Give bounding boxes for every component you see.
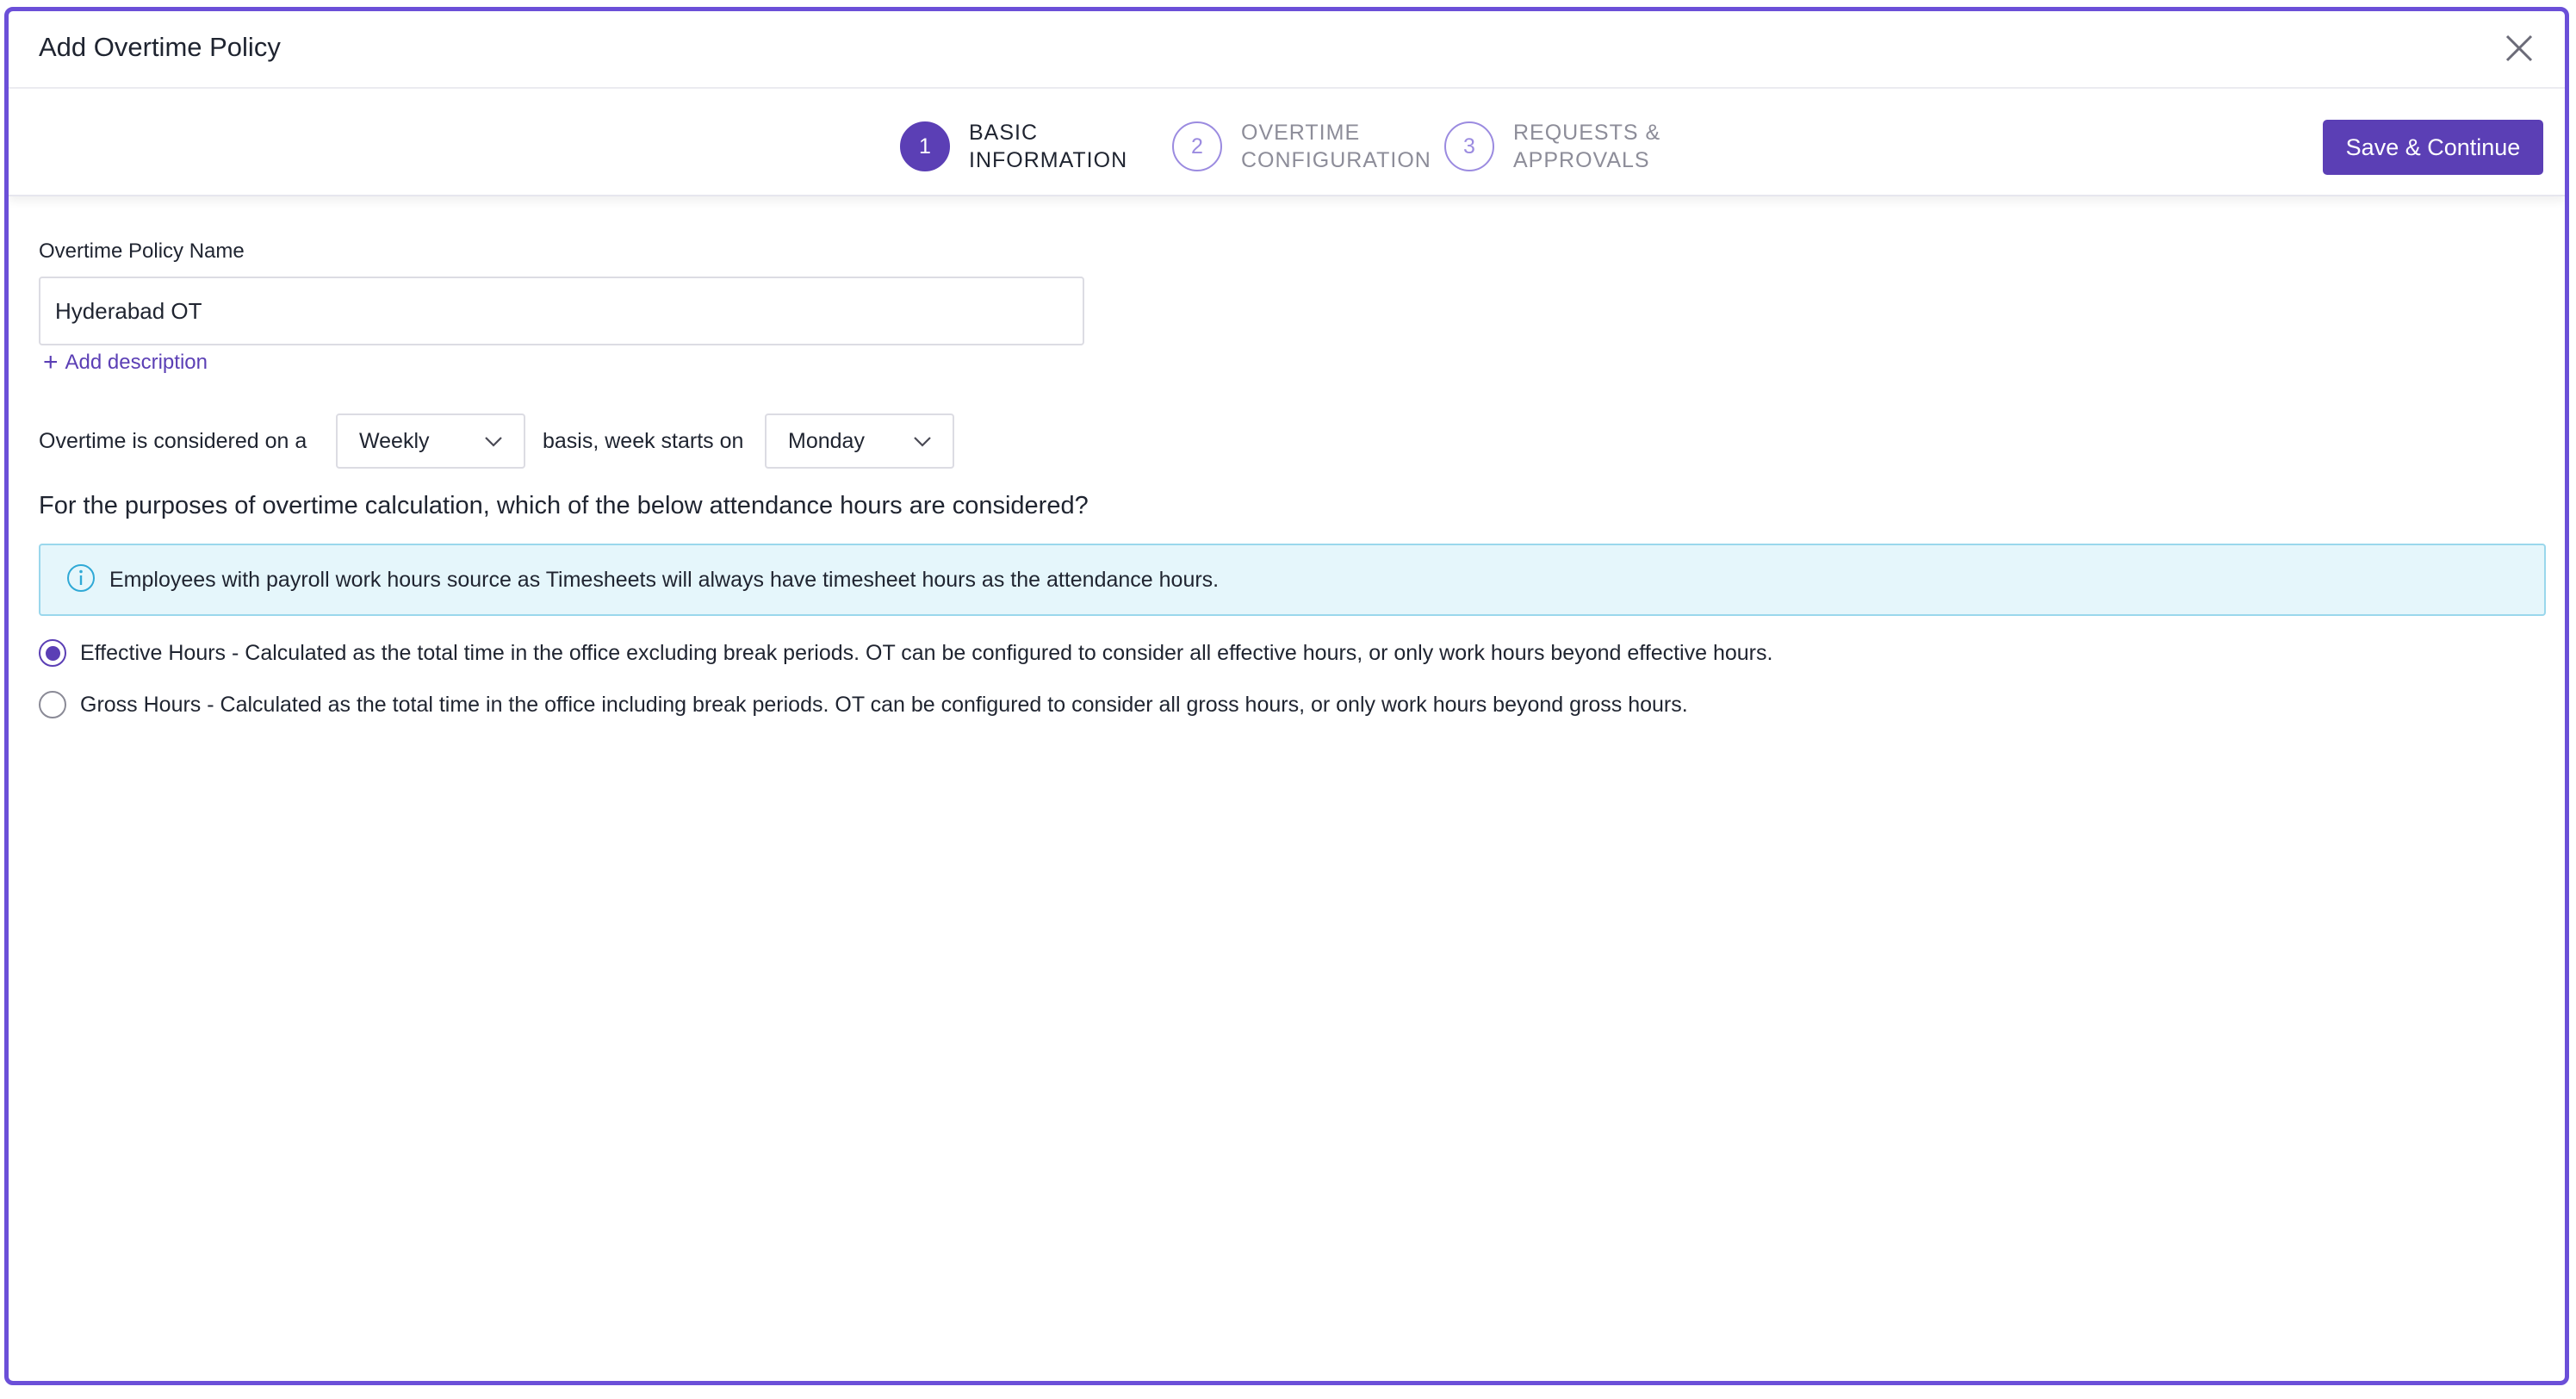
add-description-link[interactable] xyxy=(43,350,208,376)
radio-button-effective-hours[interactable] xyxy=(39,639,66,667)
dialog-header xyxy=(9,11,2565,89)
step-basic-information[interactable] xyxy=(900,118,1167,175)
info-text: Employees with payroll work hours source as Timesheets will always have timesheet hours as the attendance hours. xyxy=(109,567,1220,592)
step-label: REQUESTS & APPROVALS xyxy=(1513,121,1661,172)
option-label: Gross Hours - Calculated as the total time in the office including break periods. OT can be configured to consider all gross hours, or only work hours beyond gross hours. xyxy=(80,692,1688,717)
week-start-value: Monday xyxy=(788,428,865,453)
chevron-down-icon xyxy=(913,429,932,454)
option-effective-hours[interactable] xyxy=(39,639,1772,667)
week-start-dropdown[interactable] xyxy=(765,413,954,469)
option-label: Effective Hours - Calculated as the total time in the office excluding break periods. OT can be configured to consider all effective hours, or only work hours beyond effective hours. xyxy=(80,640,1773,665)
add-description-label: Add description xyxy=(65,351,208,374)
policy-name-label: Overtime Policy Name xyxy=(39,239,245,263)
step-number: 2 xyxy=(1172,121,1222,171)
save-continue-button[interactable]: Save & Continue xyxy=(2323,120,2543,175)
info-banner xyxy=(39,544,2546,616)
dialog-title: Add Overtime Policy xyxy=(39,32,281,62)
basis-prefix-text: Overtime is considered on a xyxy=(39,429,307,453)
step-label: OVERTIME CONFIGURATION xyxy=(1241,121,1431,172)
option-gross-hours[interactable] xyxy=(39,691,1688,718)
step-requests-approvals[interactable] xyxy=(1444,118,1711,175)
step-number: 1 xyxy=(900,121,950,171)
basis-dropdown[interactable] xyxy=(336,413,525,469)
chevron-down-icon xyxy=(484,429,503,454)
add-overtime-policy-dialog xyxy=(4,7,2569,1385)
basis-value: Weekly xyxy=(359,428,430,453)
step-number: 3 xyxy=(1444,121,1494,171)
radio-button-gross-hours[interactable] xyxy=(39,691,66,718)
attendance-hours-question: For the purposes of overtime calculation, which of the below attendance hours are considered? xyxy=(39,492,1089,519)
step-label: BASIC INFORMATION xyxy=(969,121,1128,172)
step-overtime-configuration[interactable] xyxy=(1172,118,1439,175)
policy-name-input[interactable] xyxy=(39,277,1084,345)
stepper-bar xyxy=(9,89,2565,196)
info-icon xyxy=(66,563,96,597)
basis-middle-text: basis, week starts on xyxy=(543,429,744,453)
plus-icon: + xyxy=(43,348,59,376)
close-icon[interactable] xyxy=(2498,27,2541,70)
overtime-basis-row xyxy=(39,413,1072,469)
